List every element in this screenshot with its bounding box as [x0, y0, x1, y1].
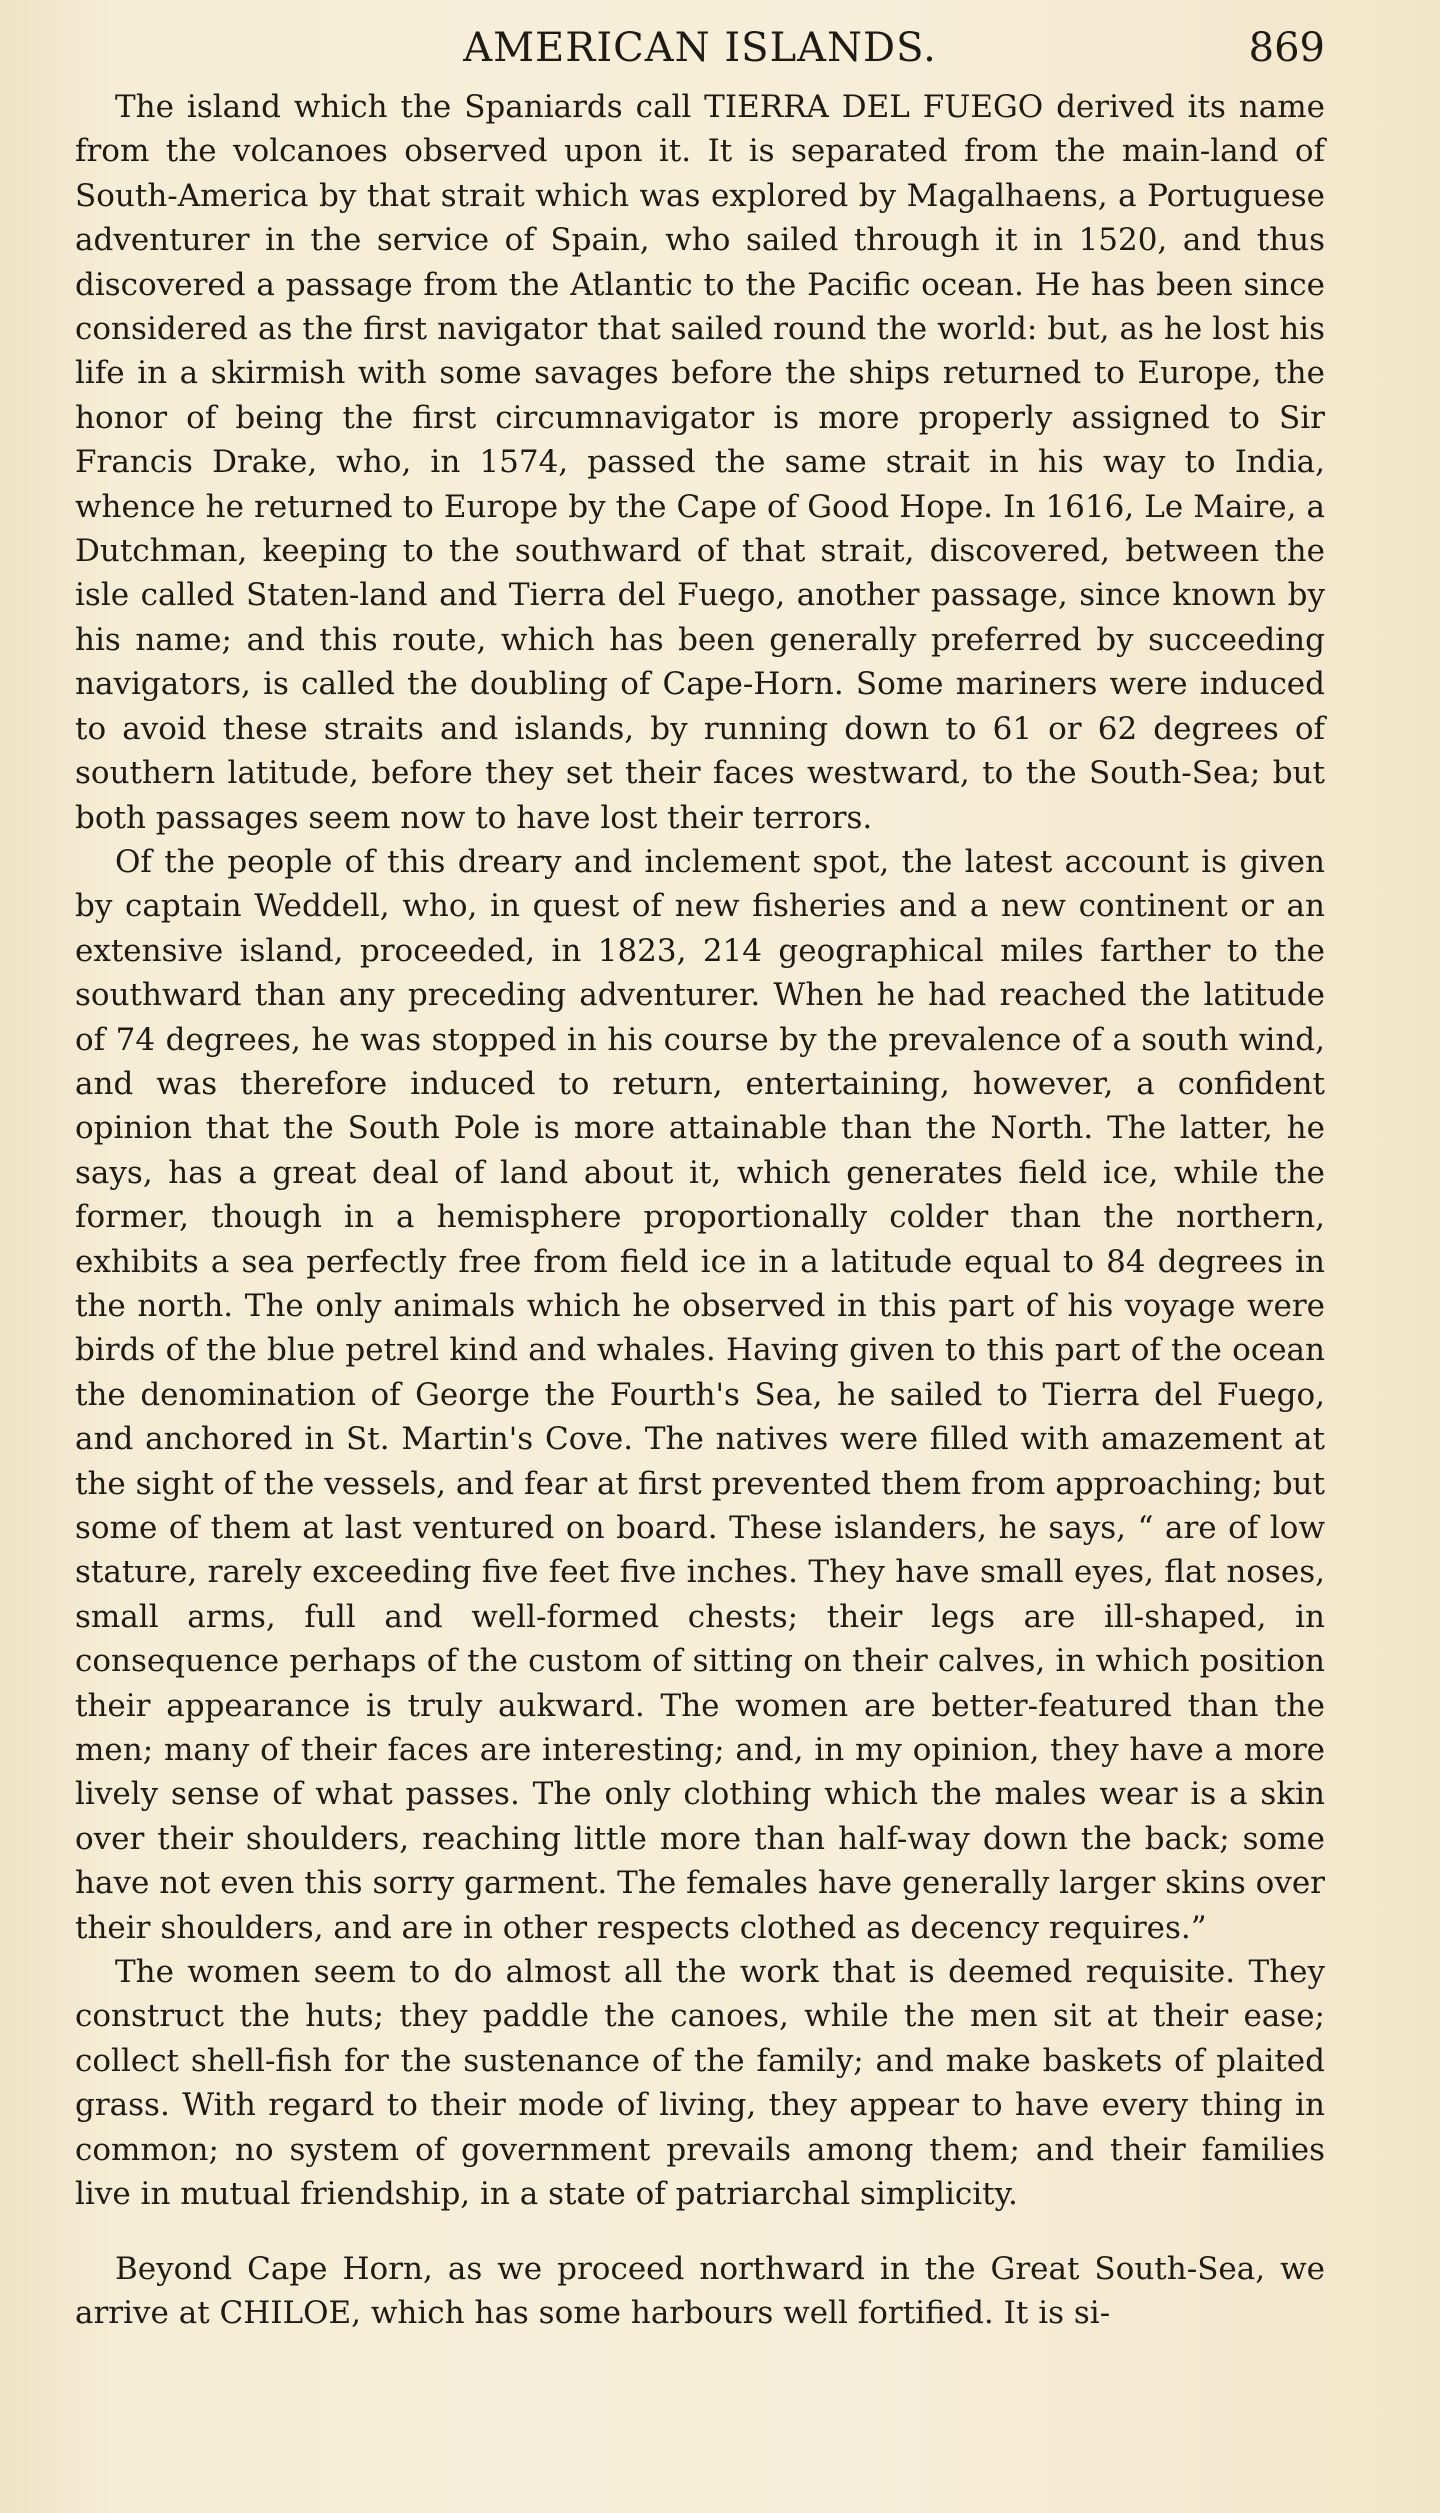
- paragraph-women-work: The women seem to do almost all the work that is deemed requisite. They construct the huts; they paddle the canoes, while the men sit at their ease; collect shell-fish for the sustenance of the family; and make baskets of plaited grass. With regard to their mode of living, they appear to have every thing in common; no system of government prevails among them; and their families live in mutual friendship, in a state of patriarchal simplicity.: [75, 1954, 1325, 2213]
- body-text: [75, 85, 1325, 2335]
- running-head: AMERICAN ISLANDS.: [463, 25, 937, 71]
- paragraph-tierra-del-fuego: The island which the Spaniards call TIERRA DEL FUEGO derived its name from the volcanoes observed upon it. It is separated from the main-land of South-America by that strait which was explored by Magalhaens, a Portuguese adventurer in the service of Spain, who sailed through it in 1520, and thus discovered a passage from the Atlantic to the Pacific ocean. He has been since considered as the first navigator that sailed round the world: but, as he lost his life in a skirmish with some savages before the ships returned to Europe, the honor of being the first circumnavigator is more properly assigned to Sir Francis Drake, who, in 1574, passed the same strait in his way to India, whence he returned to Europe by the Cape of Good Hope. In 1616, Le Maire, a Dutchman, keeping to the southward of that strait, discovered, between the isle called Staten-land and Tierra del Fuego, another passage, since known by his name; and this route, which has been generally preferred by succeeding navigators, is called the doubling of Cape-Horn. Some mariners were induced to avoid these straits and islands, by running down to 61 or 62 degrees of southern latitude, before they set their faces westward, to the South-Sea; but both passages seem now to have lost their terrors.: [75, 89, 1325, 836]
- page-header: [75, 18, 1325, 78]
- page-number: 869: [1248, 25, 1325, 71]
- paragraph-chiloe: Beyond Cape Horn, as we proceed northward in the Great South-Sea, we arrive at CHILOE, which has some harbours well fortified. It is si-: [75, 2250, 1325, 2331]
- paragraph-weddell-account: Of the people of this dreary and inclement spot, the latest account is given by captain Weddell, who, in quest of new fisheries and a new continent or an extensive island, proceeded, in 1823, 214 geographical miles farther to the southward than any preceding adventurer. When he had reached the latitude of 74 degrees, he was stopped in his course by the prevalence of a south wind, and was therefore induced to return, entertaining, however, a confident opinion that the South Pole is more attainable than the North. The latter, he says, has a great deal of land about it, which generates field ice, while the former, though in a hemisphere proportionally colder than the northern, exhibits a sea perfectly free from field ice in a latitude equal to 84 degrees in the north. The only animals which he observed in this part of his voyage were birds of the blue petrel kind and whales. Having given to this part of the ocean the denomination of George the Fourth's Sea, he sailed to Tierra del Fuego, and anchored in St. Martin's Cove. The natives were filled with amazement at the sight of the vessels, and fear at first prevented them from approaching; but some of them at last ventured on board. These islanders, he says, “ are of low stature, rarely exceeding five feet five inches. They have small eyes, flat noses, small arms, full and well-formed chests; their legs are ill-shaped, in consequence perhaps of the custom of sitting on their calves, in which position their appearance is truly aukward. The women are better-featured than the men; many of their faces are interesting; and, in my opinion, they have a more lively sense of what passes. The only clothing which the males wear is a skin over their shoulders, reaching little more than half-way down the back; some have not even this sorry garment. The females have generally larger skins over their shoulders, and are in other respects clothed as decency requires.”: [75, 843, 1325, 1946]
